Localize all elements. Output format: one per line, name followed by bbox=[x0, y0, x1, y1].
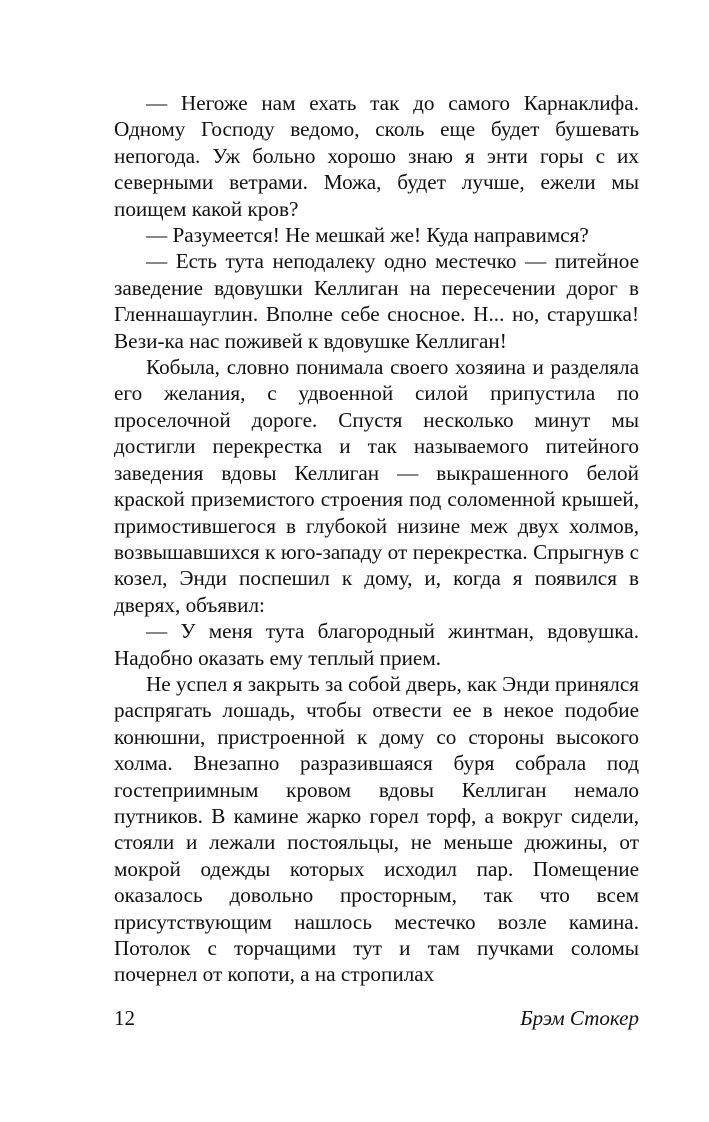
page-body bbox=[114, 90, 639, 988]
page-number: 12 bbox=[114, 1006, 135, 1030]
paragraph-5: — У меня тута благородный жинтман, вдовушка. Надобно оказать ему теплый прием. bbox=[114, 619, 639, 670]
page-footer bbox=[114, 1005, 639, 1031]
running-footer-author: Брэм Стокер bbox=[520, 1006, 639, 1030]
paragraph-2: — Разумеется! Не мешкай же! Куда направимся? bbox=[146, 223, 589, 248]
paragraph-4: Кобыла, словно понимала своего хозяина и разделяла его желания, с удвоенной силой припустила по проселочной дороге. Спустя несколько минут мы достигли перекрестка и так называемого питейного заведения вдовы Келлиган — выкрашенного белой краской приземистого строения под соломенной крышей, примостившегося в глубокой низине меж двух холмов, возвышавшихся к юго-западу от перекрестка. Спрыгнув с козел, Энди поспешил к дому, и, когда я появился в дверях, объявил: bbox=[114, 355, 639, 617]
paragraph-3: — Есть тута неподалеку одно местечко — питейное заведение вдовушки Келлиган на пересечении дорог в Гленнашауглин. Вполне себе сносное. Н... но, старушка! Вези-ка нас поживей к вдовушке Келлиган! bbox=[114, 249, 639, 353]
paragraph-6: Не успел я закрыть за собой дверь, как Энди принялся распрягать лошадь, чтобы отвести ее в некое подобие конюшни, пристроенной к дому со стороны высокого холма. Внезапно разразившаяся буря собрала под гостеприимным кровом вдовы Келлиган немало путников. В камине жарко горел торф, а вокруг сидели, стояли и лежали постояльцы, не меньше дюжины, от мокрой одежды которых исходил пар. Помещение оказалось довольно просторным, так что всем присутствующим нашлось местечко возле камина. Потолок с торчащими тут и там пучками соломы почернел от копоти, а на стропилах bbox=[114, 671, 639, 987]
paragraph-1: — Негоже нам ехать так до самого Карнаклифа. Одному Господу ведомо, сколь еще будет бушевать непогода. Уж больно хорошо знаю я энти горы с их северными ветрами. Можа, будет лучше, ежели мы поищем какой кров? bbox=[114, 91, 639, 221]
